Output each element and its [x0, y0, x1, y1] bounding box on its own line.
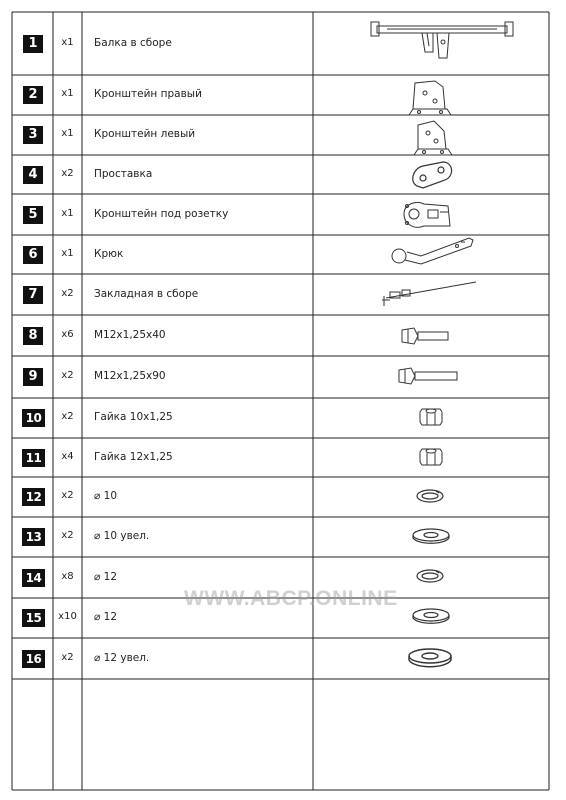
item-quantity: x2 — [61, 490, 74, 501]
item-quantity: x2 — [61, 370, 74, 381]
item-name: Проставка — [94, 167, 153, 180]
item-number-badge: 6 — [23, 246, 43, 264]
item-quantity: x1 — [61, 247, 74, 259]
item-number-badge: 7 — [23, 286, 43, 304]
item-name: ⌀ 12 — [94, 570, 118, 583]
item-quantity: x1 — [61, 128, 74, 139]
item-name: Гайка 10х1,25 — [94, 411, 173, 423]
item-number-badge: 1 — [23, 35, 43, 53]
nut-icon — [418, 445, 444, 471]
item-number-badge: 16 — [22, 650, 45, 668]
item-quantity: x10 — [58, 611, 77, 622]
tow-beam-icon — [367, 14, 517, 70]
item-name: Балка в сборе — [94, 36, 172, 49]
flat-washer-icon — [410, 607, 452, 629]
item-quantity: x2 — [61, 530, 74, 541]
item-quantity: x2 — [61, 167, 74, 179]
spring-washer-icon — [414, 487, 446, 509]
item-number-badge: 13 — [22, 528, 45, 546]
item-quantity: x2 — [61, 411, 74, 422]
item-quantity: x1 — [61, 88, 74, 99]
socket-bracket-icon — [400, 198, 454, 236]
item-number-badge: 10 — [22, 409, 45, 427]
nut-icon — [418, 405, 444, 431]
item-quantity: x1 — [61, 36, 74, 48]
flat-washer-icon — [410, 527, 452, 549]
item-number-badge: 5 — [23, 206, 43, 224]
item-name: ⌀ 12 увел. — [94, 651, 150, 664]
item-name: Кронштейн левый — [94, 128, 196, 140]
short-bolt-icon — [400, 325, 452, 351]
item-name: Кронштейн правый — [94, 88, 202, 100]
item-name: Гайка 12х1,25 — [94, 450, 173, 463]
item-quantity: x2 — [61, 651, 74, 663]
item-number-badge: 15 — [22, 609, 45, 627]
watermark: WWW.ABCP.ONLINE — [184, 587, 398, 610]
item-quantity: x1 — [61, 207, 74, 219]
item-quantity: x4 — [61, 450, 74, 462]
item-name: ⌀ 12 — [94, 611, 118, 623]
item-name: Крюк — [94, 247, 124, 260]
item-name: Кронштейн под розетку — [94, 207, 229, 220]
embedded-bolt-icon — [376, 280, 480, 314]
item-name: М12х1,25х90 — [94, 370, 166, 382]
item-number-badge: 3 — [23, 126, 43, 144]
item-number-badge: 2 — [23, 86, 43, 104]
item-number-badge: 14 — [22, 569, 45, 587]
tow-hook-icon — [381, 236, 481, 276]
item-number-badge: 9 — [23, 368, 43, 386]
item-number-badge: 12 — [22, 488, 45, 506]
long-bolt-icon — [397, 365, 461, 391]
item-quantity: x2 — [61, 287, 74, 299]
item-number-badge: 11 — [22, 449, 45, 467]
spring-washer-icon — [414, 567, 446, 589]
item-name: М12х1,25х40 — [94, 328, 166, 341]
item-number-badge: 4 — [23, 166, 43, 184]
bracket-left-icon — [410, 117, 456, 163]
item-name: ⌀ 10 увел. — [94, 530, 150, 542]
item-name: Закладная в сборе — [94, 287, 199, 300]
item-name: ⌀ 10 — [94, 490, 118, 502]
item-quantity: x8 — [61, 570, 74, 582]
item-number-badge: 8 — [23, 327, 43, 345]
item-quantity: x6 — [61, 328, 74, 340]
large-washer-icon — [406, 647, 454, 673]
spacer-plate-icon — [409, 158, 453, 196]
